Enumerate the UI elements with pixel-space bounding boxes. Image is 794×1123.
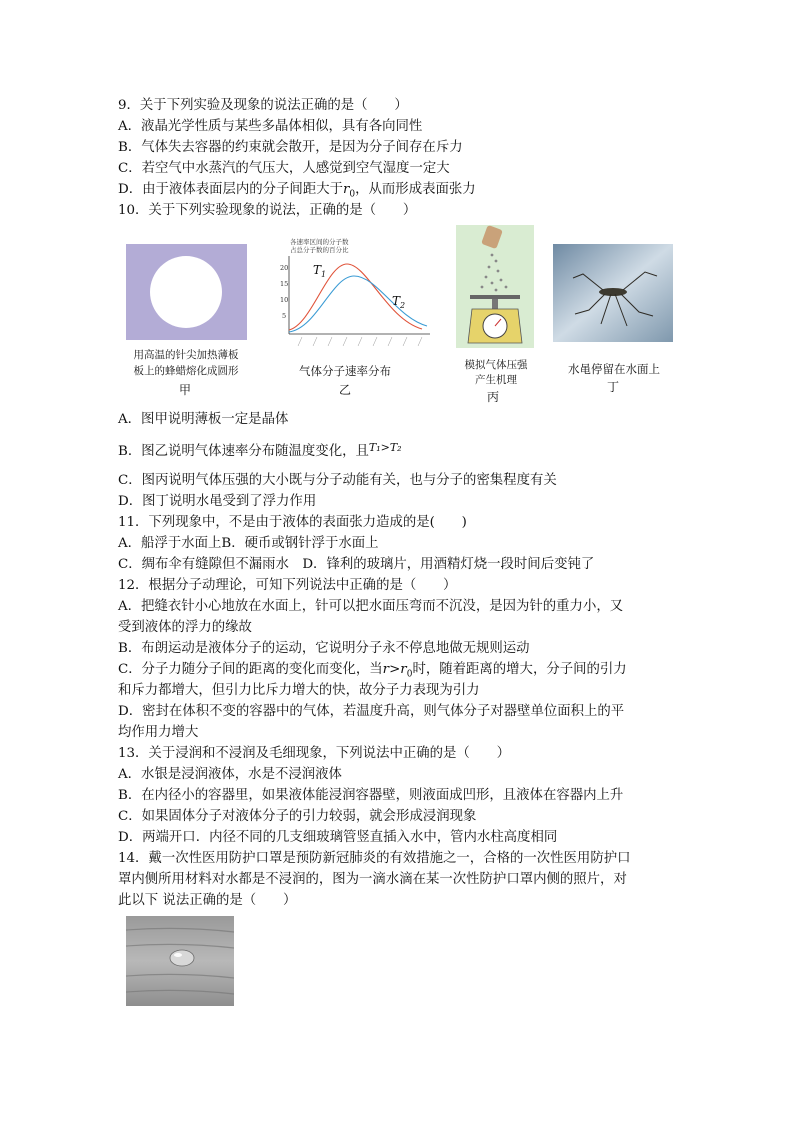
q10-option-d: D．图丁说明水黾受到了浮力作用 xyxy=(118,494,317,509)
q12-c-text: C．分子力随分子间的距离的变化而变化，当 xyxy=(118,662,383,677)
figure-bing-caption-2: 产生机理 xyxy=(475,374,517,386)
mask-fabric-image xyxy=(126,916,234,1006)
q9-stem: 9．关于下列实验及现象的说法正确的是（ ） xyxy=(118,98,408,113)
y-tick-15: 15 xyxy=(280,280,289,288)
figure-yi xyxy=(272,234,440,362)
q12-option-d-line1: D．密封在体积不变的容器中的气体，若温度升高，则气体分子对器壁单位面积上的平 xyxy=(118,704,625,719)
figure-jia-caption-2: 板上的蜂蜡熔化成圆形 xyxy=(133,365,239,377)
q11-options-ab: A．船浮于水面上B．硬币或钢针浮于水面上 xyxy=(118,536,379,551)
plate-with-wax-circle xyxy=(126,244,247,340)
y-tick-5: 5 xyxy=(282,312,287,320)
figure-jia xyxy=(126,244,247,340)
chart-title-line-1: 各速率区间的分子数 xyxy=(290,238,349,246)
q10-option-a: A．图甲说明薄板一定是晶体 xyxy=(118,412,289,427)
pressure-scale-illustration xyxy=(456,225,534,348)
q12-c-text-end: 时，随着距离的增大，分子间的引力 xyxy=(412,662,627,677)
q12-option-a-line1: A．把缝衣针小心地放在水面上，针可以把水面压弯而不沉没，是因为针的重力小，又 xyxy=(118,599,624,614)
q9-d-text: D．由于液体表面层内的分子间距大于 xyxy=(118,182,343,197)
q13-option-a: A．水银是浸润液体，水是不浸润液体 xyxy=(118,767,342,782)
speed-distribution-chart xyxy=(272,234,440,362)
q9-option-c: C．若空气中水蒸汽的气压大，人感觉到空气湿度一定大 xyxy=(118,161,450,176)
q12-option-c-line2: 和斥力都增大，但引力比斥力增大的快，故分子力表现为引力 xyxy=(118,683,480,698)
q12-option-b: B．布朗运动是液体分子的运动，它说明分子永不停息地做无规则运动 xyxy=(118,641,530,656)
q10-option-c: C．图丙说明气体压强的大小既与分子动能有关，也与分子的密集程度有关 xyxy=(118,473,557,488)
q10-stem: 10．关于下列实验现象的说法，正确的是（ ） xyxy=(118,203,417,218)
figure-ding-label: 丁 xyxy=(606,380,619,394)
r-gt-r0: r>r xyxy=(382,662,407,677)
t1-label: $T_1$ xyxy=(313,263,327,279)
q13-stem: 13．关于浸润和不浸润及毛细现象，下列说法中正确的是（ ） xyxy=(118,746,510,761)
q13-option-b: B．在内径小的容器里，如果液体能浸润容器壁，则液面成凹形，且液体在容器内上升 xyxy=(118,788,624,803)
r0-symbol: r xyxy=(343,182,350,197)
q10-option-b xyxy=(118,442,402,461)
t2-curve xyxy=(289,276,427,332)
q13-option-d: D．两端开口．内径不同的几支细玻璃管竖直插入水中，管内水柱高度相同 xyxy=(118,830,558,845)
q13-option-c: C．如果固体分子对液体分子的引力较弱，就会形成浸润现象 xyxy=(118,809,477,824)
q11-stem: 11．下列现象中，不是由于液体的表面张力造成的是( ) xyxy=(118,515,467,530)
water-drop xyxy=(170,950,194,966)
r0-subscript: 0 xyxy=(406,669,413,680)
water-strider-photo xyxy=(553,244,673,342)
q14-stem-line2: 罩内侧所用材料对水都是不浸润的，图为一滴水滴在某一次性防护口罩内侧的照片，对 xyxy=(118,872,627,887)
y-tick-20: 20 xyxy=(280,264,289,272)
mask-water-drop-photo xyxy=(126,916,234,1006)
figure-jia-caption-1: 用高温的针尖加热薄板 xyxy=(133,349,239,361)
q9-option-a: A．液晶光学性质与某些多晶体相似，具有各向同性 xyxy=(118,119,423,134)
figure-yi-label: 乙 xyxy=(338,383,351,397)
figure-yi-caption: 气体分子速率分布 xyxy=(299,364,391,378)
q9-d-text-end: ，从而形成表面张力 xyxy=(355,182,476,197)
q14-stem-line1: 14．戴一次性医用防护口罩是预防新冠肺炎的有效措施之一，合格的一次性医用防护口 xyxy=(118,851,631,866)
figure-bing-caption-1: 模拟气体压强 xyxy=(464,359,528,371)
q11-options-cd: C．绸布伞有缝隙但不漏雨水 D．锋利的玻璃片，用酒精灯烧一段时间后变钝了 xyxy=(118,557,595,572)
figure-bing-label: 丙 xyxy=(486,390,499,404)
y-tick-10: 10 xyxy=(280,296,289,304)
r0-subscript: 0 xyxy=(349,189,356,200)
figure-jia-label: 甲 xyxy=(178,383,191,397)
figure-ding-caption: 水黾停留在水面上 xyxy=(568,362,660,376)
q12-option-a-line2: 受到液体的浮力的缘故 xyxy=(118,620,252,635)
q10-b-text: B．图乙说明气体速率分布随温度变化，且 xyxy=(118,444,369,459)
q14-stem-line3: 此以下 说法正确的是（ ） xyxy=(118,893,297,908)
temperature-inequality: T₁>T₂ xyxy=(368,441,402,454)
t2-label: $T_2$ xyxy=(392,294,406,310)
q12-option-d-line2: 均作用力增大 xyxy=(118,725,199,740)
q9-option-b: B．气体失去容器的约束就会散开，是因为分子间存在斥力 xyxy=(118,140,463,155)
figure-ding xyxy=(553,244,673,342)
chart-title-line-2: 占总分子数的百分比 xyxy=(290,246,349,254)
figure-bing xyxy=(456,225,534,348)
q12-stem: 12．根据分子动理论，可知下列说法中正确的是（ ） xyxy=(118,578,457,593)
